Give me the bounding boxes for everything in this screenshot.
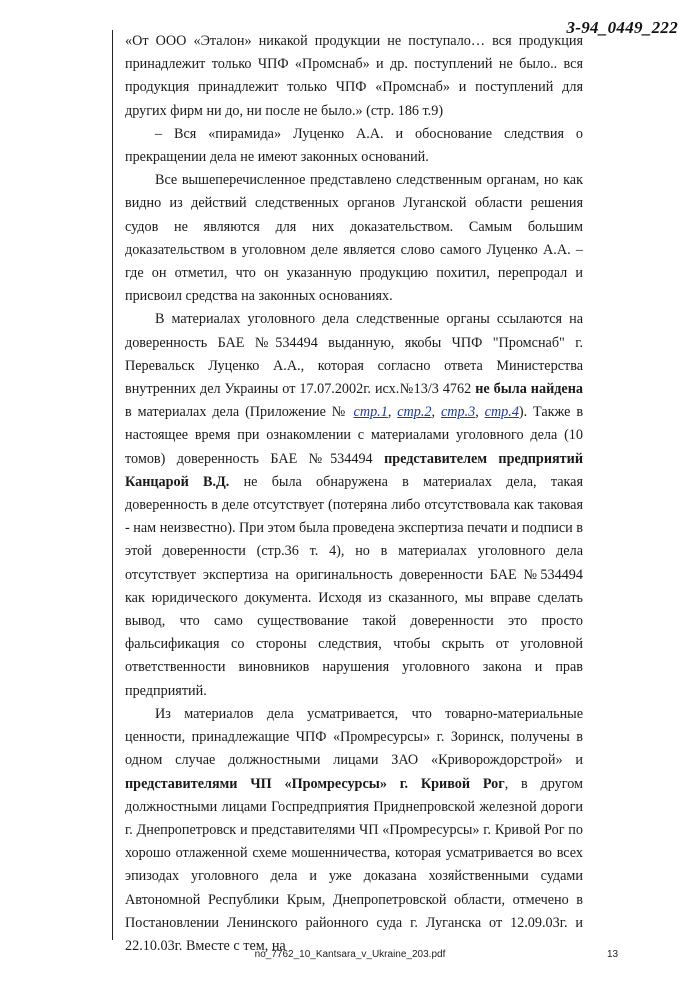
- paragraph-pyramid: – Вся «пирамида» Луценко А.А. и обоснование следствия о прекращении дела не имеют законных оснований.: [125, 125, 583, 166]
- page-number: 13: [607, 949, 619, 960]
- document-body: [112, 30, 584, 954]
- text-segment: ). Также в настоящее время при ознакомлении с материалами уголовного дела (10 томов) доверенность БАЕ №534494: [125, 404, 584, 467]
- paragraph-quote: «От ООО «Эталон» никакой продукции не поступало… вся продукция принадлежит только ЧПФ «Промснаб» и др. поступлений не было.. вся продукция принадлежит только ЧПФ «Промснаб» и поступлений для других фирм ни до, ни после не было.» (стр. 186 т.9): [125, 33, 583, 119]
- link-separator: ,: [475, 404, 485, 421]
- text-segment: Из материалов дела усматривается, что товарно-материальные ценности, принадлежащие ЧПФ «Промресурсы» г. Зоринск, получены в одном случае должностными лицами ЗАО «Криворождорстрой» и: [125, 705, 583, 769]
- paragraph-materials: [113, 703, 583, 958]
- paragraph-evidence: Все вышеперечисленное представлено следственным органам, но как видно из действий следственных органов Луганской области решения судов не являются для них доказательством. Самым большим доказательством в уголовном деле является слово самого Луценко А.А. – где он отметил, что он указанную продукцию похитил, перепродал и присвоил средства на законных основаниях.: [125, 172, 583, 305]
- text-segment: В материалах уголовного дела следственные органы ссылаются на доверенность БАЕ №534494 выданную, якобы ЧПФ "Промснаб" г. Перевальск Луценко А.А., которая согласно ответа Министерства внутренних дел Украины от 17.07.2002г. исх.№13/3 4762: [125, 311, 583, 398]
- text-segment: , в другом должностными лицами Госпредприятия Приднепровской железной дороги г. Днепропетровск и представителями ЧП «Промресурсы» г. Кривой Рог по хорошо отлаженной схеме мошенничества, которая усматривается во всех эпизодах уголовного дела и уже доказана хозяйственными судами Автономной Республики Крым, Днепропетровской области, отмечено в Постановлении Ленинского районного суда г. Луганска от 12.09.03г. и 22.10.03г. Вместе с тем, на: [125, 775, 584, 954]
- bold-not-found: не была найдена: [475, 381, 583, 398]
- bold-representatives: представителями ЧП «Промресурсы» г. Кривой Рог: [125, 775, 505, 792]
- appendix-link-3[interactable]: стр.3: [440, 404, 476, 421]
- appendix-link-2[interactable]: стр.2: [397, 404, 432, 421]
- link-separator: ,: [387, 404, 398, 421]
- footer-filename: no_7762_10_Kantsara_v_Ukraine_203.pdf: [254, 949, 446, 960]
- appendix-link-4[interactable]: стр.4: [484, 404, 519, 421]
- case-number-annotation: 3-94_0449_222: [566, 18, 678, 37]
- link-separator: ,: [431, 404, 441, 421]
- text-segment: в материалах дела (Приложение №: [125, 404, 354, 421]
- paragraph-power-of-attorney: [113, 308, 583, 702]
- bold-representative: представителем предприятий Канцарой В.Д.: [125, 450, 583, 490]
- text-segment: не была обнаружена в материалах дела, такая доверенность в деле отсутствует (потеряна либо отсутствовала как таковая - нам неизвестно). При этом была проведена экспертиза печати и подписи в этой доверенности (стр.36 т. 4), но в материалах уголовного дела отсутствует экспертиза на оригинальность доверенности БАЕ №534494 как юридического документа. Исходя из сказанного, мы вправе сделать вывод, что само существование такой доверенности это просто фальсификация со стороны следствия, чтобы скрыть от уголовной ответственности виновников нарушения уголовного закона и прав предприятий.: [125, 473, 583, 699]
- appendix-link-1[interactable]: стр.1: [353, 404, 388, 421]
